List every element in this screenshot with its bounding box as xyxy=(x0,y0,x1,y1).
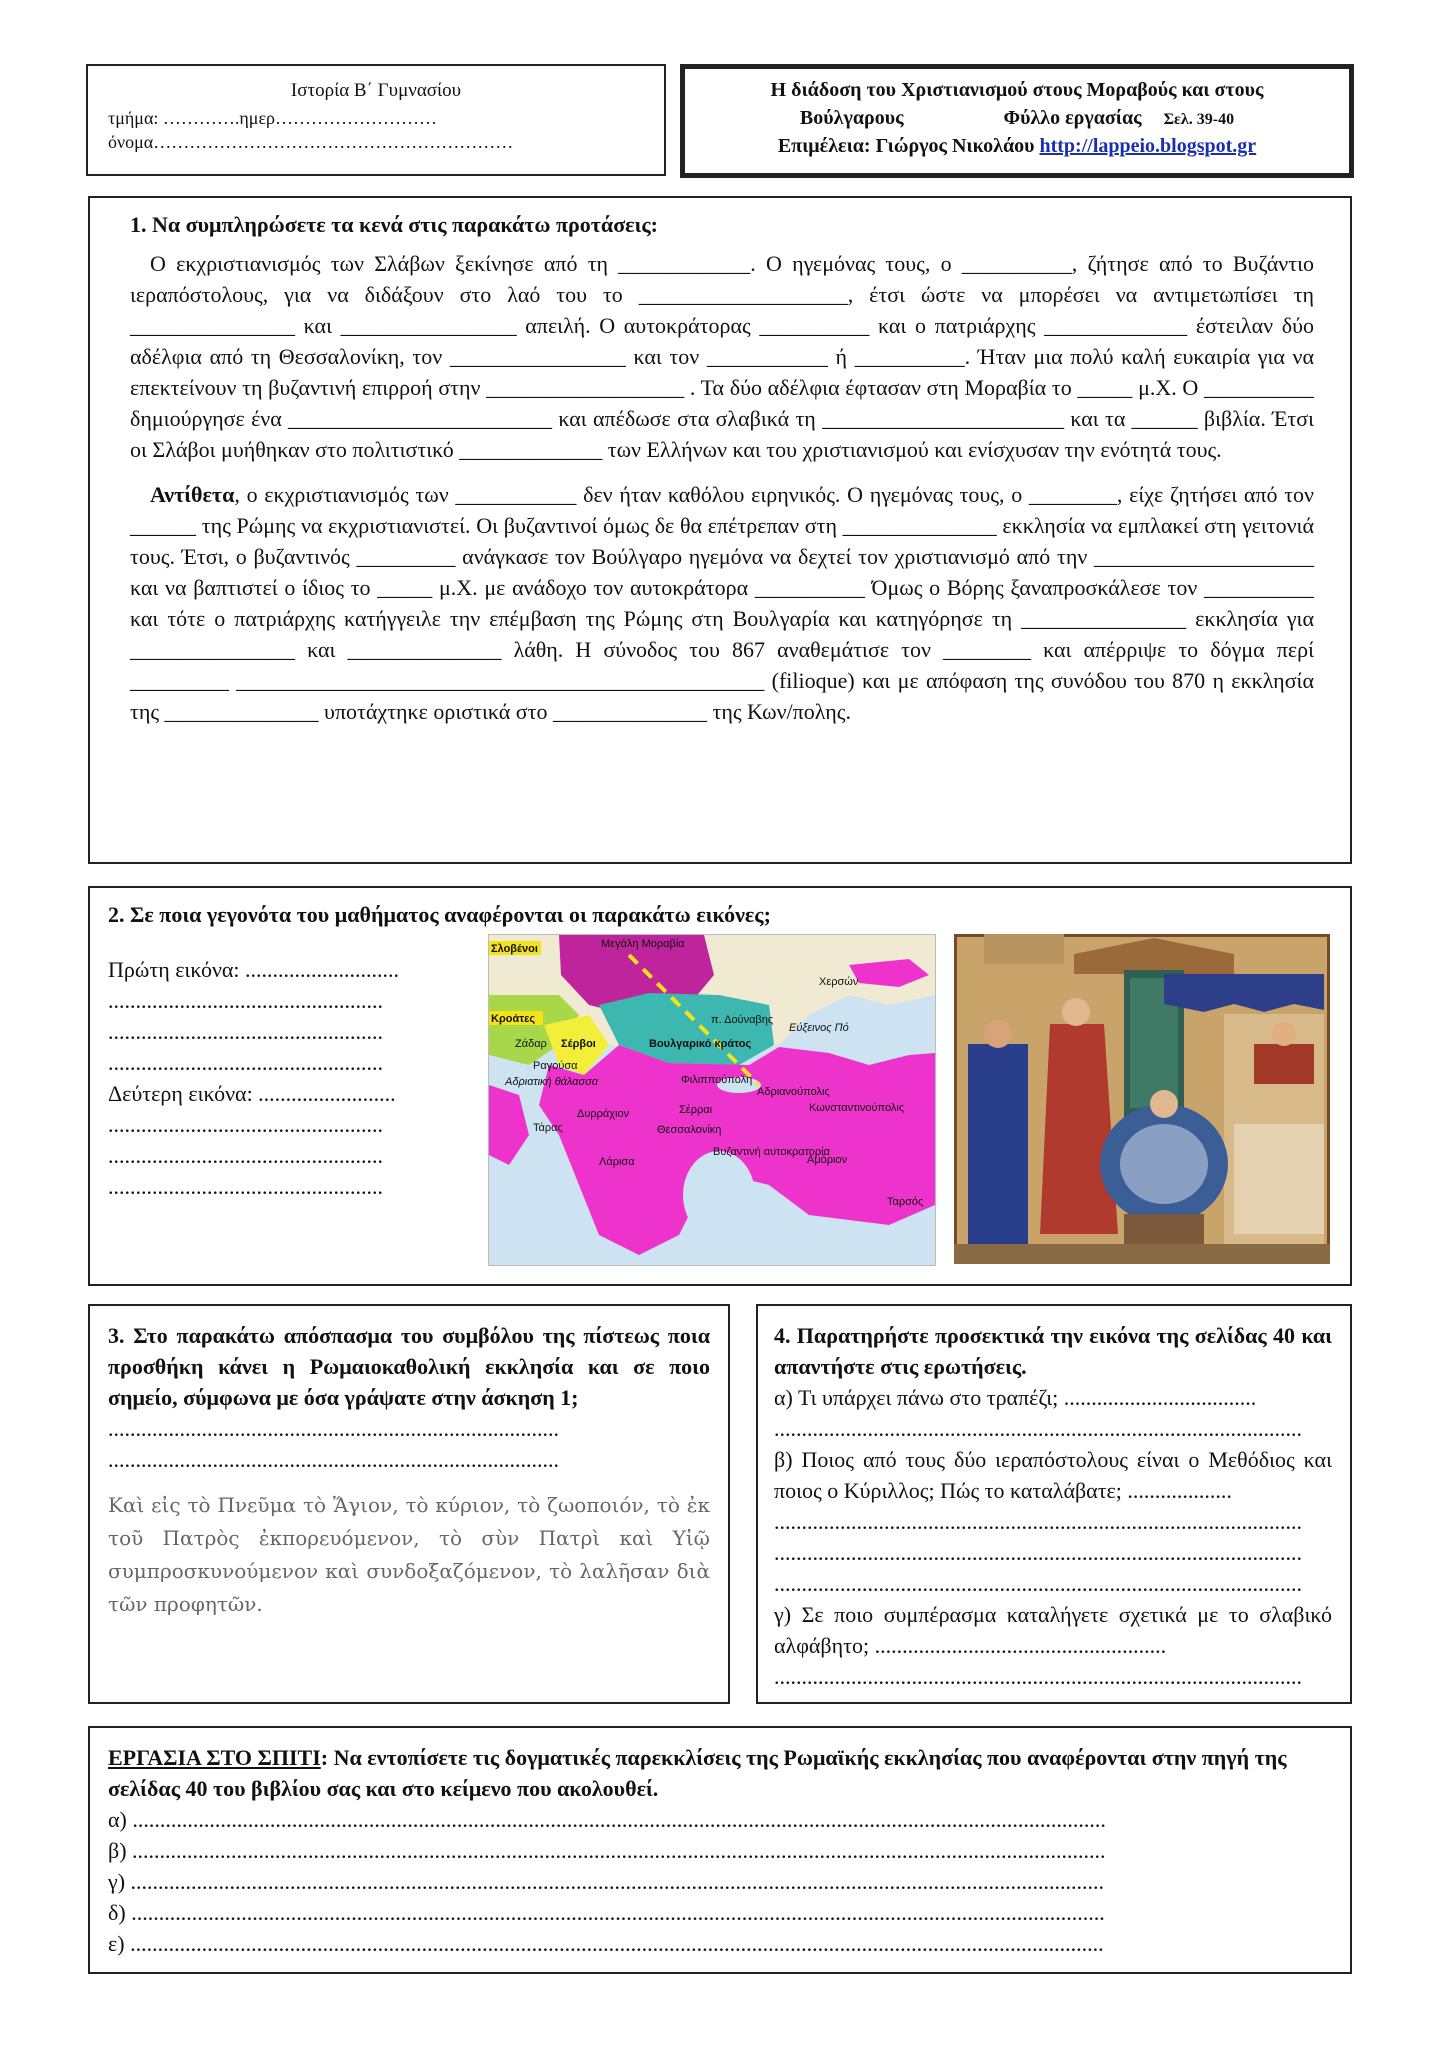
map-label-ragusa: Ραγούσα xyxy=(533,1060,578,1072)
question-b[interactable]: β) Ποιος από τους δύο ιεραπόστολους είναι ο Μεθόδιος και ποιος ο Κύριλλος; Πώς το καταλάβατε; ................... xyxy=(774,1447,1332,1503)
homework-text: : Να εντοπίσετε τις δογματικές παρεκκλίσεις της Ρωμαϊκής εκκλησίας που αναφέρονται στην πηγή της σελίδας 40 του βιβλίου σας και στο κείμενο που ακολουθεί. xyxy=(108,1745,1287,1801)
map-label-serbs: Σέρβοι xyxy=(561,1038,596,1050)
contrast-word: Αντίθετα xyxy=(150,482,235,507)
second-image-answer[interactable]: Δεύτερη εικόνα: ......................... xyxy=(108,1081,396,1106)
answer-line[interactable]: ................................................................................................ xyxy=(774,1509,1302,1534)
exercise-3-heading: 3. Στο παρακάτω απόσπασμα του συμβόλου της πίστεως ποια προσθήκη κάνει η Ρωμαιοκαθολική εκκλησία και σε ποιο σημείο, σύμφωνα με όσα γράψατε στην άσκηση 1; xyxy=(108,1323,710,1410)
editor-label: Επιμέλεια: Γιώργος Νικολάου xyxy=(777,135,1035,157)
answer-line[interactable]: .................................................. xyxy=(108,1019,383,1044)
question-c[interactable]: γ) Σε ποιο συμπέρασμα καταλήγετε σχετικά με το σλαβικό αλφάβητο; ..................................................... xyxy=(774,1602,1332,1658)
exercise-1-paragraph-1: Ο εκχριστιανισμός των Σλάβων ξεκίνησε από τη ____________. Ο ηγεμόνας τους, ο __________, ζήτησε από το Βυζάντιο ιεραπόστολους, για να διδάξουν στο λαό του το ___________________, έτσι ώστε να μπορέσει να αντιμετωπίσει τη _______________ και ________________ απειλή. Ο αυτοκράτορας __________ και ο πατριάρχης _____________ έστειλαν δύο αδέλφια από τη Θεσσαλονίκη, τον ________________ και τον ___________ ή __________. Ήταν μια πολύ καλή ευκαιρία για να επεκτείνουν τη βυζαντινή επιρροή στην __________________ . Τα δύο αδέλφια έφτασαν στη Μοραβία το _____ μ.Χ. Ο __________ δημιούργησε ένα ________________________ και απέδωσε στα σλαβικά τη ______________________ και τα ______ βιβλία. Έτσι οι Σλάβοι μυήθηκαν στο πολιτιστικό _____________ των Ελλήνων και του χριστιανισμού και ενίσχυσαν την ενότητά τους. xyxy=(130,251,1314,462)
class-date-field[interactable]: τμήμα: ………….ημερ……………………… xyxy=(108,108,437,128)
exercise-1-paragraph-2-text: , ο εκχριστιανισμός των ___________ δεν ήταν καθόλου ειρηνικός. Ο ηγεμόνας τους, ο ________, είχε ζητήσει από τον ______ της Ρώμης να εκχριστιανιστεί. Οι βυζαντινοί όμως δε θα επέτρεπαν στη ______________ εκκλησία να εμπλακεί στη γειτονιά τους. Έτσι, ο βυζαντινός _________ ανάγκασε τον Βούλγαρο ηγεμόνα να δεχτεί τον χριστιανισμό από την ____________________ και να βαπτιστεί ο ίδιος το _____ μ.Χ. με ανάδοχο τον αυτοκράτορα __________ Όμως ο Βόρης ξαναπροσκάλεσε τον __________ και τότε ο πατριάρχης κατήγγειλε την επέμβαση της Ρώμης στη Βουλγαρία και κατηγόρησε τη _______________ εκκλησία για _______________ και ______________ λάθη. Η σύνοδος του 867 αναθεμάτισε τον ________ και απέρριψε το δόγμα περί _________ ________________________________________________ (filioque) και με απόφαση της συνόδου του 870 η εκκλησία της ______________ υποτάχτηκε οριστικά στο ______________ της Κων/πολης. xyxy=(130,482,1314,724)
exercise-2-heading: 2. Σε ποια γεγονότα του μαθήματος αναφέρονται οι παρακάτω εικόνες; xyxy=(108,902,771,927)
homework-answer-b[interactable]: β) ................................................................................................................................................................................. xyxy=(108,1838,1106,1863)
subtitle-pages: Σελ. 39-40 xyxy=(1163,111,1235,128)
map-label-byzantine-empire: Βυζαντινή αυτοκρατορία xyxy=(713,1146,830,1158)
answer-line[interactable]: .................................................. xyxy=(108,1050,383,1075)
worksheet-title: Η διάδοση του Χριστιανισμού στους Μοραβούς και στους xyxy=(770,79,1264,101)
homework-answer-e[interactable]: ε) ................................................................................................................................................................................. xyxy=(108,1931,1104,1956)
exercise-1-fill-blanks xyxy=(88,196,1352,864)
answer-line[interactable]: ................................................................................................ xyxy=(774,1571,1302,1596)
homework-answer-a[interactable]: α) ................................................................................................................................................................................. xyxy=(108,1807,1106,1832)
answer-line[interactable]: ................................................................................................ xyxy=(774,1540,1302,1565)
worksheet-subtitle xyxy=(685,107,1349,130)
historical-map-image xyxy=(488,934,936,1266)
map-label-adriatic: Αδριατική θάλασσα xyxy=(505,1076,599,1088)
map-label-cherson: Χερσών xyxy=(819,976,859,988)
exercise-4-heading: 4. Παρατηρήστε προσεκτικά την εικόνα της σελίδας 40 και απαντήστε στις ερωτήσεις. xyxy=(774,1323,1332,1379)
header-info-box xyxy=(86,64,666,176)
map-label-adrianople: Αδριανούπολις xyxy=(757,1086,830,1098)
map-label-thessaloniki: Θεσσαλονίκη xyxy=(657,1124,722,1136)
map-label-dyrrachion: Δυρράχιον xyxy=(577,1108,630,1120)
answer-line[interactable]: .................................................. xyxy=(108,988,383,1013)
map-label-great-moravia: Μεγάλη Μοραβία xyxy=(601,938,685,950)
answer-line[interactable]: ................................................................................................ xyxy=(774,1664,1302,1689)
editor-line xyxy=(685,135,1349,158)
name-field[interactable]: όνομα…………………………………………………… xyxy=(108,132,514,152)
subject-title: Ιστορία Β΄ Γυμνασίου xyxy=(290,80,462,101)
subtitle-worksheet: Φύλλο εργασίας xyxy=(1003,107,1142,129)
homework-box xyxy=(88,1726,1352,1974)
homework-answer-c[interactable]: γ) ................................................................................................................................................................................. xyxy=(108,1869,1105,1894)
map-label-amorion: Αμόριον xyxy=(807,1154,848,1166)
answer-line[interactable]: ................................................................................................ xyxy=(774,1416,1302,1441)
map-label-tarsos: Ταρσός xyxy=(887,1196,924,1208)
answer-line[interactable]: .................................................. xyxy=(108,1143,383,1168)
map-label-croats: Κροάτες xyxy=(491,1013,536,1025)
answer-line[interactable]: .................................................................................. xyxy=(108,1416,559,1441)
map-label-slovenes: Σλοβένοι xyxy=(491,943,538,955)
map-label-serres: Σέρραι xyxy=(679,1104,713,1116)
answer-line[interactable]: .................................................. xyxy=(108,1112,383,1137)
homework-heading xyxy=(108,1742,1332,1804)
answer-line[interactable]: .................................................. xyxy=(108,1174,383,1199)
first-image-answer[interactable]: Πρώτη εικόνα: ............................ xyxy=(108,957,400,982)
question-a[interactable]: α) Τι υπάρχει πάνω στο τραπέζι; ................................... xyxy=(774,1385,1257,1410)
map-label-zadar: Ζάδαρ xyxy=(515,1038,547,1050)
map-label-larissa: Λάρισα xyxy=(599,1156,635,1168)
worksheet-title-box xyxy=(680,64,1354,178)
exercise-1-paragraph-2 xyxy=(130,479,1314,727)
blog-link[interactable]: http://lappeio.blogspot.gr xyxy=(1039,135,1257,157)
creed-quote: Καὶ εἰς τὸ Πνεῦμα τὸ Ἅγιον, τὸ κύριον, τὸ ζωοποιόν, τὸ ἐκ τοῦ Πατρὸς ἐκπορευόμενον, τὸ σὺν Πατρὶ καὶ Υἱῷ συμπροσκυνούμενον καὶ συνδοξαζόμενον, τὸ λαλῆσαν διὰ τῶν προφητῶν. xyxy=(108,1493,710,1616)
map-label-taras: Τάρας xyxy=(533,1122,563,1134)
map-label-black-sea: Εύξεινος Πό xyxy=(789,1022,849,1034)
answer-line[interactable]: .................................................................................. xyxy=(108,1447,559,1472)
homework-answer-d[interactable]: δ) ................................................................................................................................................................................. xyxy=(108,1900,1105,1925)
homework-label: ΕΡΓΑΣΙΑ ΣΤΟ ΣΠΙΤΙ xyxy=(108,1745,321,1770)
exercise-2-images xyxy=(88,886,1352,1286)
map-label-danube: π. Δούναβης xyxy=(711,1014,774,1026)
subtitle-bulgarians: Βούλγαρους xyxy=(799,107,904,129)
exercise-4-observation xyxy=(756,1304,1352,1704)
map-label-philippopolis: Φιλιππούπολη xyxy=(681,1074,753,1086)
map-label-bulgarian-state: Βουλγαρικό κράτος xyxy=(649,1038,752,1050)
map-label-constantinople: Κωνσταντινούπολις xyxy=(809,1102,905,1114)
baptism-miniature-image xyxy=(954,934,1330,1264)
exercise-1-heading: 1. Να συμπληρώσετε τα κενά στις παρακάτω προτάσεις: xyxy=(130,212,658,237)
exercise-3-creed xyxy=(88,1304,730,1704)
